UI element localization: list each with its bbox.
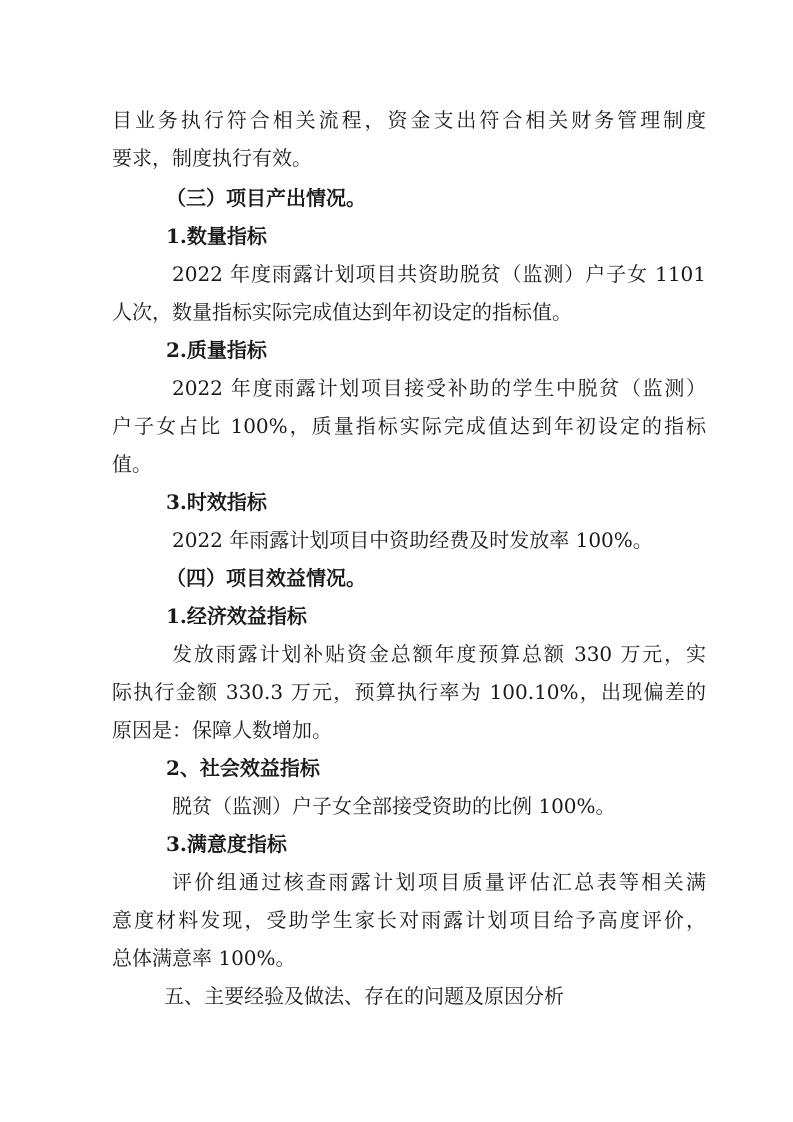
paragraph-line: 总体满意率 100%。 [112, 946, 296, 970]
subsection-heading: 1.数量指标 [166, 224, 267, 248]
paragraph-line: 评价组通过核查雨露计划项目质量评估汇总表等相关满 [172, 870, 706, 894]
paragraph-line: 际执行金额 330.3 万元，预算执行率为 100.10%，出现偏差的 [112, 680, 706, 704]
section-heading: （三）项目产出情况。 [166, 186, 366, 210]
paragraph-line: 脱贫（监测）户子女全部接受资助的比例 100%。 [172, 794, 616, 818]
subsection-heading: 3.时效指标 [166, 490, 267, 514]
paragraph-line: 2022 年雨露计划项目中资助经费及时发放率 100%。 [172, 528, 653, 552]
chapter-heading: 五、主要经验及做法、存在的问题及原因分析 [164, 984, 564, 1008]
paragraph-line: 发放雨露计划补贴资金总额年度预算总额 330 万元，实 [172, 642, 706, 666]
paragraph-line: 原因是：保障人数增加。 [112, 718, 332, 742]
subsection-heading: 1.经济效益指标 [166, 604, 307, 628]
subsection-heading: 2.质量指标 [166, 338, 267, 362]
subsection-heading: 2、社会效益指标 [166, 756, 320, 780]
subsection-heading: 3.满意度指标 [166, 832, 287, 856]
paragraph-line: 户子女占比 100%，质量指标实际完成值达到年初设定的指标 [112, 414, 706, 438]
paragraph-line: 意度材料发现，受助学生家长对雨露计划项目给予高度评价， [112, 908, 706, 932]
section-heading: （四）项目效益情况。 [166, 566, 366, 590]
paragraph-line: 要求，制度执行有效。 [112, 146, 312, 170]
paragraph-line: 值。 [112, 452, 152, 476]
paragraph-line: 2022 年度雨露计划项目接受补助的学生中脱贫（监测） [172, 376, 706, 400]
paragraph-line: 目业务执行符合相关流程，资金支出符合相关财务管理制度 [112, 108, 706, 132]
paragraph-line: 人次，数量指标实际完成值达到年初设定的指标值。 [112, 300, 572, 324]
paragraph-line: 2022 年度雨露计划项目共资助脱贫（监测）户子女 1101 [172, 262, 706, 286]
